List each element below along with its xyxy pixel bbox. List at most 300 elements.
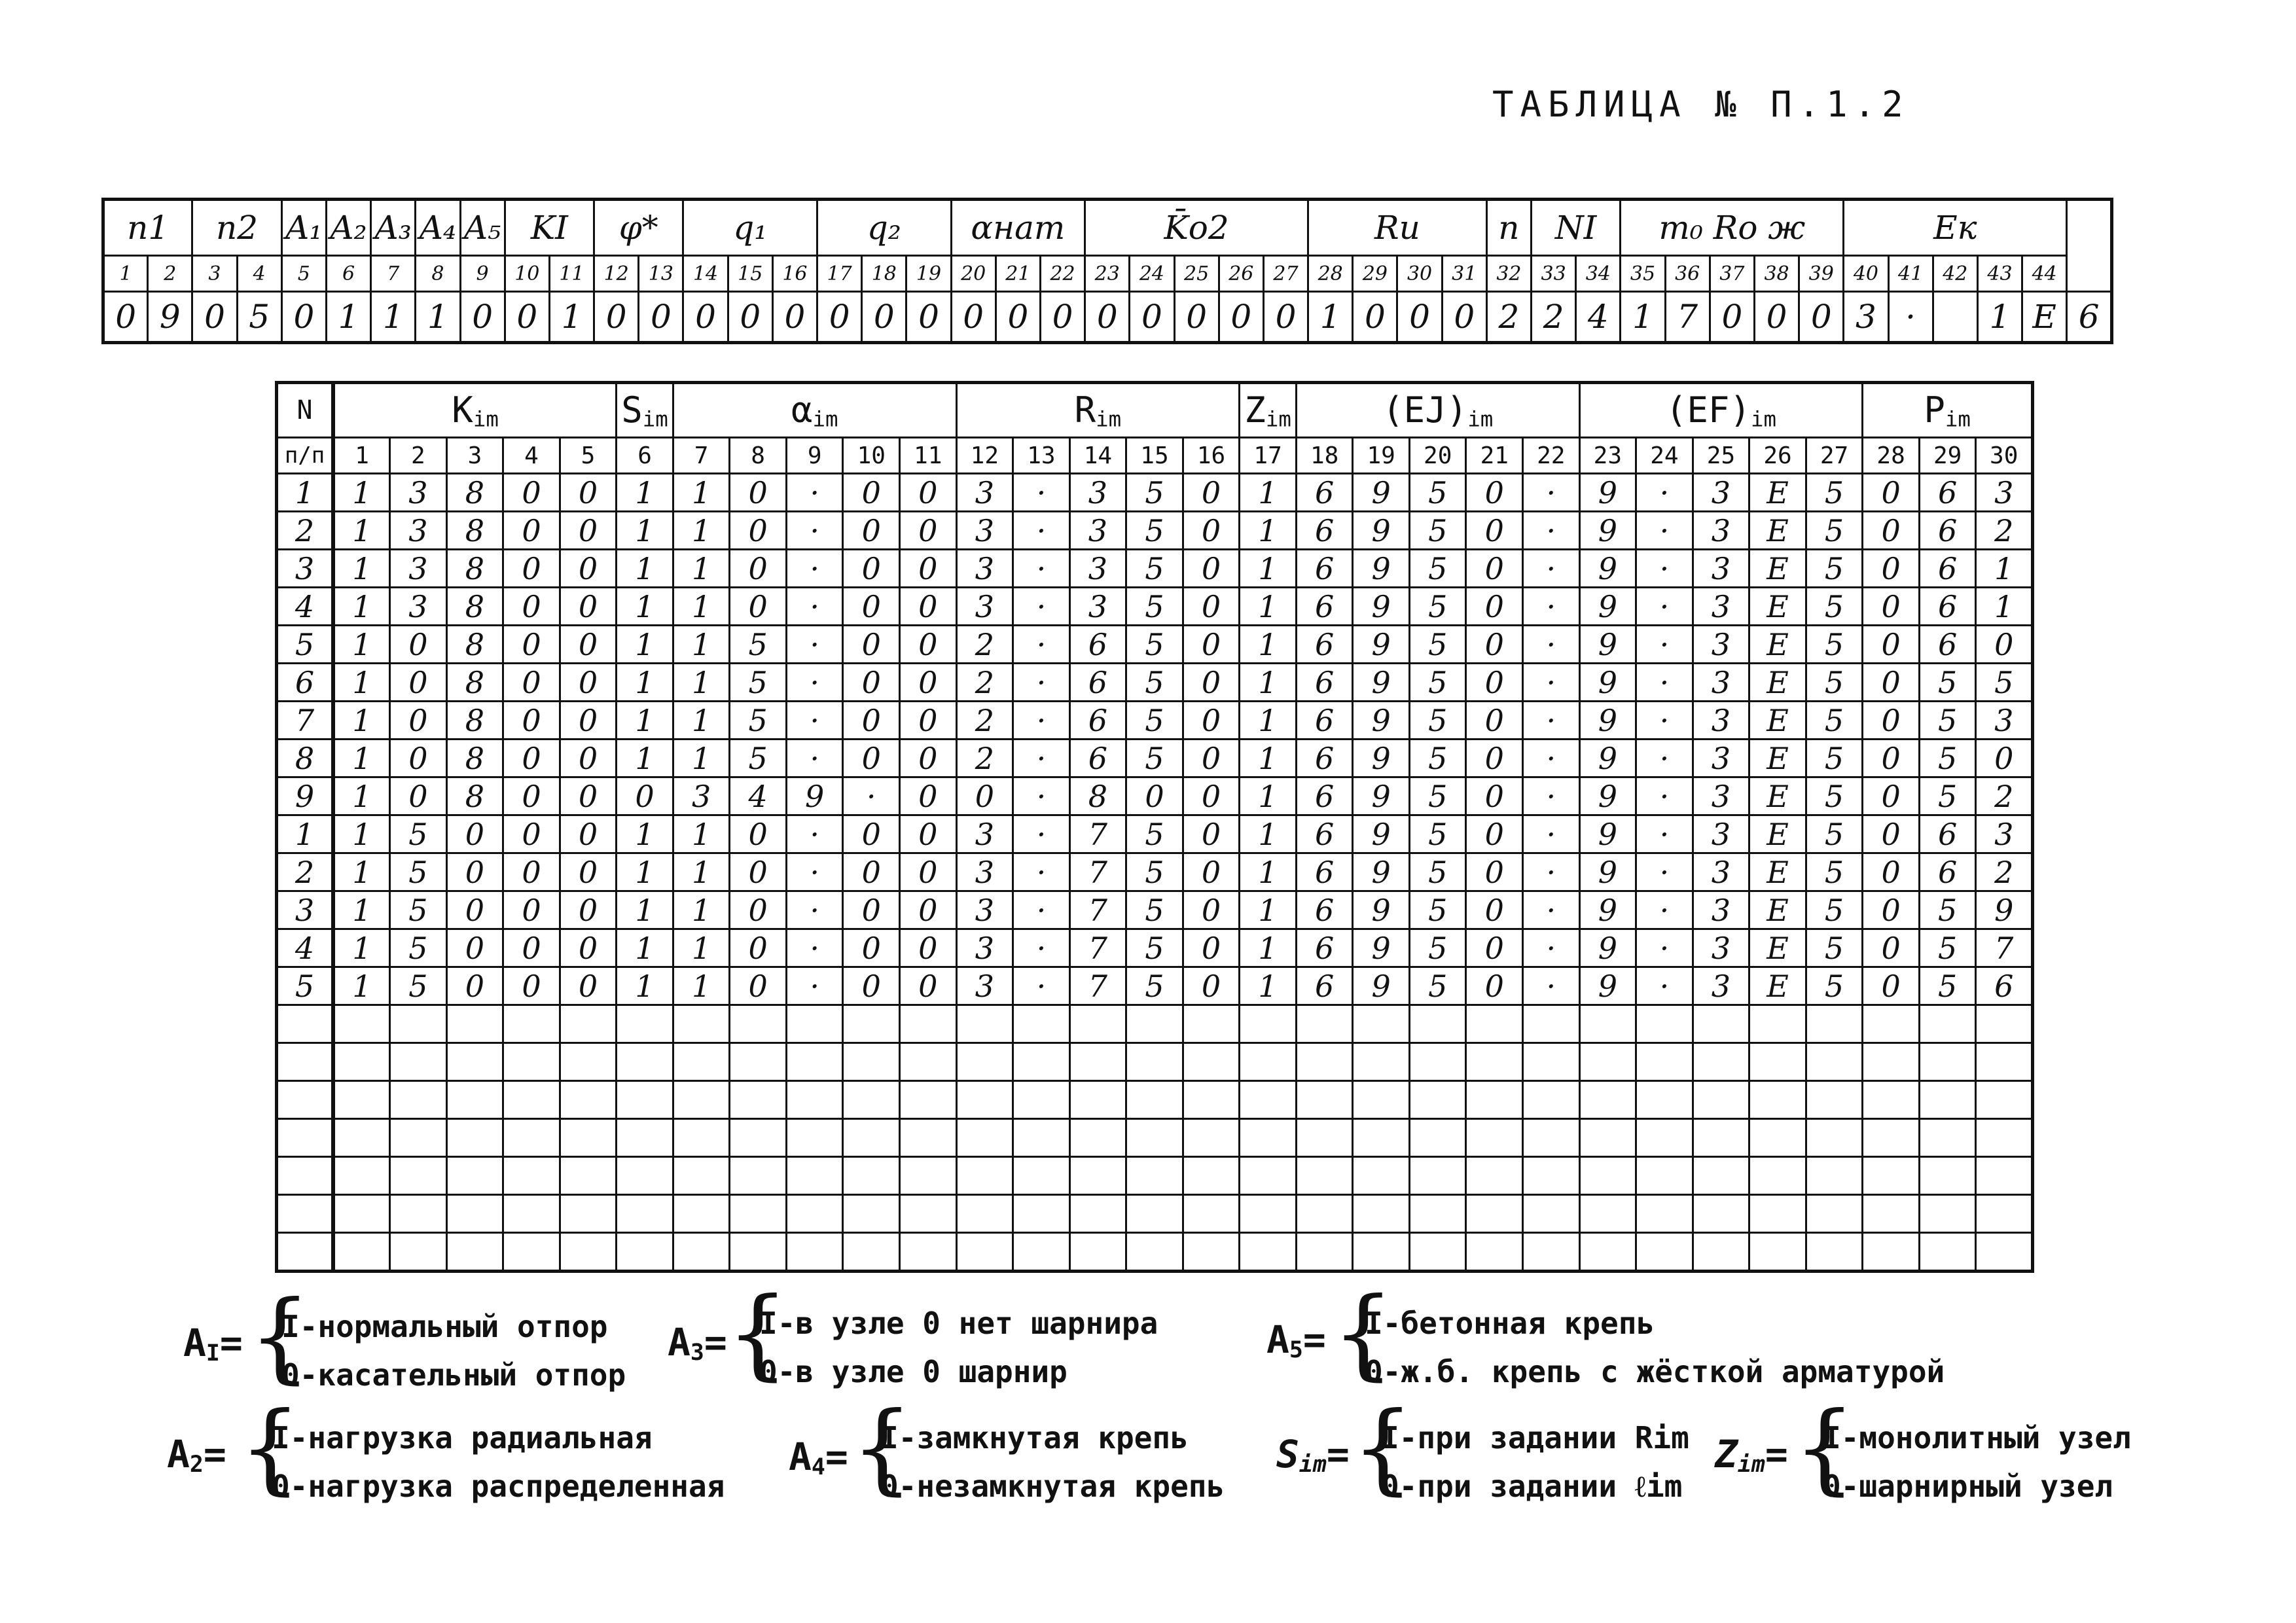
table-cell: 0 xyxy=(1863,967,1920,1005)
table-cell: 0 xyxy=(730,512,787,550)
table-cell: 1 xyxy=(673,891,730,929)
table-cell: · xyxy=(1523,664,1580,702)
table-cell: 3 xyxy=(390,474,447,512)
table-cell: 3 xyxy=(1693,967,1749,1005)
parameter-value: 1 xyxy=(416,292,460,343)
table-cell: 0 xyxy=(560,967,617,1005)
table-cell xyxy=(1409,1157,1466,1195)
table-cell: 5 xyxy=(1126,929,1183,967)
elements-header-row xyxy=(277,383,2033,438)
table-cell: 0 xyxy=(1183,550,1240,588)
column-index: 11 xyxy=(900,438,957,474)
parameter-index: 11 xyxy=(549,256,594,292)
table-cell: 0 xyxy=(446,815,503,853)
table-cell: 9 xyxy=(1579,474,1636,512)
legend-symbol: $A_I=$ xyxy=(183,1321,243,1366)
table-cell: 3 xyxy=(1693,815,1749,853)
table-cell xyxy=(446,1157,503,1195)
table-cell xyxy=(843,1119,900,1157)
table-cell xyxy=(673,1005,730,1043)
table-cell: · xyxy=(786,550,843,588)
row-number xyxy=(277,1119,334,1157)
table-cell xyxy=(1353,1233,1410,1272)
table-cell xyxy=(1240,1005,1297,1043)
parameter-index: 37 xyxy=(1710,256,1754,292)
table-cell: 0 xyxy=(560,550,617,588)
table-cell xyxy=(1069,1081,1126,1119)
table-cell: 1 xyxy=(673,474,730,512)
table-cell xyxy=(1579,1157,1636,1195)
table-cell: 3 xyxy=(1693,626,1749,664)
table-cell: 9 xyxy=(1579,853,1636,891)
table-cell xyxy=(1693,1043,1749,1081)
brace-icon: { xyxy=(726,1277,789,1391)
table-cell: 5 xyxy=(1126,512,1183,550)
table-cell: 6 xyxy=(1919,588,1976,626)
table-row xyxy=(277,740,2033,777)
parameter-index: 30 xyxy=(1397,256,1442,292)
parameter-index: 22 xyxy=(1040,256,1085,292)
parameter-value: 0 xyxy=(594,292,639,343)
table-cell: 1 xyxy=(333,702,390,740)
table-cell: 0 xyxy=(1183,626,1240,664)
table-cell: 0 xyxy=(1976,740,2033,777)
table-cell: 3 xyxy=(390,550,447,588)
table-cell: 0 xyxy=(1863,474,1920,512)
table-cell: 0 xyxy=(900,740,957,777)
table-cell: · xyxy=(1636,777,1693,815)
table-cell: · xyxy=(786,626,843,664)
parameter-index: 20 xyxy=(951,256,996,292)
table-cell xyxy=(1523,1195,1580,1233)
parameter-value: 0 xyxy=(1040,292,1085,343)
table-cell: 0 xyxy=(1863,777,1920,815)
table-cell: 9 xyxy=(1579,891,1636,929)
table-cell xyxy=(1919,1043,1976,1081)
table-cell xyxy=(900,1081,957,1119)
table-cell: E xyxy=(1749,512,1806,550)
table-cell xyxy=(333,1157,390,1195)
table-cell: · xyxy=(1013,588,1070,626)
table-cell xyxy=(1693,1157,1749,1195)
column-index: 16 xyxy=(1183,438,1240,474)
table-cell: 6 xyxy=(1919,626,1976,664)
table-cell xyxy=(1069,1043,1126,1081)
table-cell: 1 xyxy=(673,740,730,777)
table-cell: E xyxy=(1749,474,1806,512)
table-cell: 0 xyxy=(1183,853,1240,891)
parameter-value: 0 xyxy=(1442,292,1486,343)
table-cell: 1 xyxy=(333,815,390,853)
table-cell: 5 xyxy=(1409,929,1466,967)
table-cell xyxy=(1296,1081,1353,1119)
table-cell xyxy=(1126,1119,1183,1157)
group-subscript: im xyxy=(642,406,668,432)
parameter-index: 5 xyxy=(281,256,326,292)
table-cell: 9 xyxy=(1353,626,1410,664)
table-cell: 9 xyxy=(1353,474,1410,512)
table-cell: 9 xyxy=(1976,891,2033,929)
empty-row xyxy=(277,1043,2033,1081)
table-cell xyxy=(1919,1233,1976,1272)
table-cell xyxy=(1523,1005,1580,1043)
group-header xyxy=(333,383,617,438)
parameter-value: 0 xyxy=(1219,292,1263,343)
table-cell: · xyxy=(1636,929,1693,967)
table-cell: 0 xyxy=(843,815,900,853)
table-cell: 1 xyxy=(673,929,730,967)
group-header xyxy=(1240,383,1297,438)
table-cell: 1 xyxy=(617,815,673,853)
parameter-value: 0 xyxy=(1353,292,1397,343)
table-cell: 5 xyxy=(1919,967,1976,1005)
row-number xyxy=(277,1195,334,1233)
parameter-index: 32 xyxy=(1486,256,1531,292)
parameter-header: αнат xyxy=(951,200,1085,256)
table-cell: 0 xyxy=(617,777,673,815)
table-cell: 5 xyxy=(1409,550,1466,588)
table-cell xyxy=(1523,1043,1580,1081)
table-cell xyxy=(1183,1081,1240,1119)
table-cell xyxy=(1863,1005,1920,1043)
parameters-header-row xyxy=(103,200,2112,256)
table-cell: 5 xyxy=(1806,626,1863,664)
table-cell: 2 xyxy=(1976,777,2033,815)
row-number: 2 xyxy=(277,853,334,891)
table-cell: 0 xyxy=(843,550,900,588)
table-cell xyxy=(1240,1157,1297,1195)
parameter-value: 0 xyxy=(951,292,996,343)
table-cell xyxy=(1749,1157,1806,1195)
table-cell: 9 xyxy=(1579,815,1636,853)
table-cell xyxy=(730,1157,787,1195)
table-cell: E xyxy=(1749,626,1806,664)
table-cell: · xyxy=(1013,815,1070,853)
table-cell xyxy=(560,1119,617,1157)
table-cell xyxy=(1013,1005,1070,1043)
table-cell: 3 xyxy=(956,929,1013,967)
table-cell: 0 xyxy=(1466,740,1523,777)
table-cell: 5 xyxy=(390,891,447,929)
table-cell xyxy=(1806,1195,1863,1233)
table-cell: 1 xyxy=(1240,664,1297,702)
table-cell: · xyxy=(1636,588,1693,626)
table-cell: 0 xyxy=(1183,740,1240,777)
table-cell: 0 xyxy=(730,550,787,588)
row-number-header-sub: п/п xyxy=(277,438,334,474)
table-cell: · xyxy=(786,512,843,550)
table-cell: 5 xyxy=(730,740,787,777)
table-cell: 1 xyxy=(333,474,390,512)
table-cell: · xyxy=(1013,626,1070,664)
table-cell: 0 xyxy=(900,702,957,740)
table-cell: 1 xyxy=(1240,512,1297,550)
table-cell: 2 xyxy=(956,626,1013,664)
table-cell xyxy=(673,1043,730,1081)
table-cell: 0 xyxy=(900,664,957,702)
table-cell: 0 xyxy=(1863,853,1920,891)
table-cell xyxy=(1636,1081,1693,1119)
column-index: 2 xyxy=(390,438,447,474)
table-cell: E xyxy=(1749,929,1806,967)
table-cell xyxy=(1183,1005,1240,1043)
table-cell: 7 xyxy=(1069,815,1126,853)
table-cell: 9 xyxy=(1579,664,1636,702)
table-cell xyxy=(1296,1195,1353,1233)
table-cell: 5 xyxy=(1919,740,1976,777)
table-cell: · xyxy=(1636,853,1693,891)
table-cell: 0 xyxy=(1466,626,1523,664)
parameter-index: 26 xyxy=(1219,256,1263,292)
parameter-index: 43 xyxy=(1977,256,2022,292)
table-cell: 5 xyxy=(1409,740,1466,777)
table-row xyxy=(277,967,2033,1005)
table-cell: 0 xyxy=(730,853,787,891)
table-cell: 3 xyxy=(956,474,1013,512)
table-cell: 6 xyxy=(1296,550,1353,588)
parameter-value: 0 xyxy=(1085,292,1130,343)
table-cell: 0 xyxy=(503,474,560,512)
table-cell: 0 xyxy=(1466,702,1523,740)
table-cell xyxy=(1693,1119,1749,1157)
table-cell: 1 xyxy=(333,929,390,967)
parameter-header: A₃ xyxy=(371,200,416,256)
table-cell: 3 xyxy=(956,891,1013,929)
table-cell: 6 xyxy=(1919,550,1976,588)
table-cell: · xyxy=(786,891,843,929)
column-index: 7 xyxy=(673,438,730,474)
table-cell: 0 xyxy=(560,626,617,664)
table-cell: 3 xyxy=(1693,929,1749,967)
table-cell: 1 xyxy=(1240,740,1297,777)
row-number xyxy=(277,1081,334,1119)
parameter-index: 41 xyxy=(1888,256,1933,292)
table-cell xyxy=(956,1119,1013,1157)
table-cell xyxy=(786,1233,843,1272)
parameter-value: 6 xyxy=(2067,292,2112,343)
table-cell: 9 xyxy=(1353,929,1410,967)
group-subscript: im xyxy=(1265,406,1291,432)
table-cell xyxy=(503,1081,560,1119)
table-cell: 0 xyxy=(843,702,900,740)
table-cell xyxy=(730,1005,787,1043)
table-cell: 0 xyxy=(1466,588,1523,626)
legend-symbol: $A_5=$ xyxy=(1266,1317,1326,1363)
table-cell: · xyxy=(1523,588,1580,626)
column-index: 20 xyxy=(1409,438,1466,474)
table-cell: · xyxy=(1013,550,1070,588)
column-index: 1 xyxy=(333,438,390,474)
table-cell xyxy=(503,1233,560,1272)
table-cell: 0 xyxy=(503,777,560,815)
table-cell: 0 xyxy=(900,853,957,891)
legend-symbol: $S_{im}=$ xyxy=(1276,1432,1350,1478)
column-index: 8 xyxy=(730,438,787,474)
table-cell: · xyxy=(786,967,843,1005)
row-number: 3 xyxy=(277,550,334,588)
table-cell: · xyxy=(1523,740,1580,777)
table-cell: 8 xyxy=(446,626,503,664)
table-cell: 1 xyxy=(333,626,390,664)
table-cell xyxy=(1749,1005,1806,1043)
table-cell: 5 xyxy=(1806,740,1863,777)
table-cell: 6 xyxy=(1069,740,1126,777)
legend-symbol: $Z_{im}=$ xyxy=(1715,1432,1788,1478)
table-cell: 5 xyxy=(1126,967,1183,1005)
row-number: 8 xyxy=(277,740,334,777)
table-cell xyxy=(390,1043,447,1081)
parameter-index: 16 xyxy=(772,256,817,292)
table-cell: 3 xyxy=(1693,664,1749,702)
table-cell: 0 xyxy=(1466,891,1523,929)
table-cell xyxy=(1976,1005,2033,1043)
table-cell: 5 xyxy=(1806,702,1863,740)
table-cell: 5 xyxy=(1806,929,1863,967)
table-cell xyxy=(1353,1157,1410,1195)
table-cell xyxy=(843,1081,900,1119)
group-subscript: im xyxy=(473,406,499,432)
table-cell: 6 xyxy=(1296,929,1353,967)
table-cell: 0 xyxy=(730,474,787,512)
column-index: 13 xyxy=(1013,438,1070,474)
table-cell xyxy=(1240,1043,1297,1081)
table-cell xyxy=(1636,1195,1693,1233)
table-row xyxy=(277,702,2033,740)
parameter-value: 0 xyxy=(460,292,505,343)
table-cell: 9 xyxy=(1579,626,1636,664)
group-symbol: P xyxy=(1924,389,1945,431)
table-cell: 7 xyxy=(1069,853,1126,891)
table-cell: 3 xyxy=(1693,474,1749,512)
group-symbol: K xyxy=(452,389,473,431)
table-cell xyxy=(956,1195,1013,1233)
legend-lines: I-при задании Rim 0-при задании ℓim xyxy=(1381,1420,1689,1504)
parameter-index: 24 xyxy=(1130,256,1174,292)
table-cell: 0 xyxy=(503,664,560,702)
table-cell: 1 xyxy=(617,891,673,929)
table-cell: 5 xyxy=(1126,891,1183,929)
table-cell: 1 xyxy=(1240,891,1297,929)
table-cell: 0 xyxy=(843,664,900,702)
table-cell xyxy=(560,1157,617,1195)
table-cell: 7 xyxy=(1069,967,1126,1005)
parameter-value: 4 xyxy=(1576,292,1621,343)
table-cell xyxy=(333,1081,390,1119)
table-cell: 9 xyxy=(1579,512,1636,550)
parameter-value: 1 xyxy=(326,292,370,343)
table-cell: 0 xyxy=(843,929,900,967)
row-number xyxy=(277,1005,334,1043)
table-cell xyxy=(1466,1005,1523,1043)
table-cell xyxy=(843,1233,900,1272)
table-cell: 3 xyxy=(956,550,1013,588)
table-cell: 7 xyxy=(1069,929,1126,967)
empty-row xyxy=(277,1157,2033,1195)
table-cell: 2 xyxy=(956,740,1013,777)
table-cell: 0 xyxy=(390,702,447,740)
table-cell: 3 xyxy=(1069,588,1126,626)
parameter-index: 17 xyxy=(817,256,862,292)
table-cell: 5 xyxy=(1126,550,1183,588)
table-cell: 1 xyxy=(617,512,673,550)
parameter-header: φ* xyxy=(594,200,683,256)
parameter-value: 0 xyxy=(505,292,549,343)
parameter-value: 0 xyxy=(281,292,326,343)
table-cell xyxy=(1126,1081,1183,1119)
table-cell xyxy=(617,1005,673,1043)
table-cell: 3 xyxy=(390,512,447,550)
table-cell xyxy=(446,1195,503,1233)
parameter-header: KI xyxy=(505,200,594,256)
table-cell: 0 xyxy=(900,967,957,1005)
table-cell xyxy=(1409,1119,1466,1157)
parameter-index: 23 xyxy=(1085,256,1130,292)
table-cell: 0 xyxy=(1466,853,1523,891)
table-cell: 6 xyxy=(1296,853,1353,891)
table-cell xyxy=(673,1119,730,1157)
table-cell: 6 xyxy=(1296,626,1353,664)
table-cell: 0 xyxy=(446,853,503,891)
table-cell xyxy=(786,1157,843,1195)
table-cell xyxy=(956,1157,1013,1195)
table-cell xyxy=(843,1157,900,1195)
parameter-value: 0 xyxy=(103,292,148,343)
table-cell xyxy=(560,1005,617,1043)
table-cell: 5 xyxy=(1409,815,1466,853)
table-cell: · xyxy=(786,815,843,853)
table-cell: · xyxy=(1636,967,1693,1005)
table-cell xyxy=(843,1195,900,1233)
column-index: 10 xyxy=(843,438,900,474)
table-cell xyxy=(1976,1157,2033,1195)
table-cell xyxy=(900,1043,957,1081)
table-cell: 6 xyxy=(1296,588,1353,626)
table-cell: 1 xyxy=(1240,588,1297,626)
parameter-index: 13 xyxy=(639,256,683,292)
table-cell xyxy=(1863,1043,1920,1081)
table-cell: 2 xyxy=(1976,853,2033,891)
table-cell: 9 xyxy=(1353,853,1410,891)
table-cell: 0 xyxy=(730,929,787,967)
table-cell xyxy=(1069,1233,1126,1272)
parameter-value: 0 xyxy=(1710,292,1754,343)
table-cell xyxy=(1523,1119,1580,1157)
table-cell: 1 xyxy=(673,702,730,740)
table-cell: 8 xyxy=(446,664,503,702)
table-cell: 9 xyxy=(1579,929,1636,967)
group-header xyxy=(1579,383,1863,438)
table-cell: 5 xyxy=(1409,891,1466,929)
column-index: 21 xyxy=(1466,438,1523,474)
parameter-index: 31 xyxy=(1442,256,1486,292)
table-cell: 9 xyxy=(1353,702,1410,740)
table-cell: 1 xyxy=(673,664,730,702)
parameter-header: K̄o2 xyxy=(1085,200,1308,256)
row-number xyxy=(277,1157,334,1195)
column-index: 9 xyxy=(786,438,843,474)
table-cell xyxy=(1806,1043,1863,1081)
parameter-index: 12 xyxy=(594,256,639,292)
table-cell: 9 xyxy=(1579,550,1636,588)
table-cell: 1 xyxy=(1240,929,1297,967)
table-cell: E xyxy=(1749,815,1806,853)
table-cell xyxy=(1296,1157,1353,1195)
legend-a3 xyxy=(668,1277,1211,1404)
table-cell xyxy=(1636,1157,1693,1195)
table-cell: · xyxy=(1523,777,1580,815)
table-cell: 0 xyxy=(390,777,447,815)
parameter-value xyxy=(1933,292,1977,343)
